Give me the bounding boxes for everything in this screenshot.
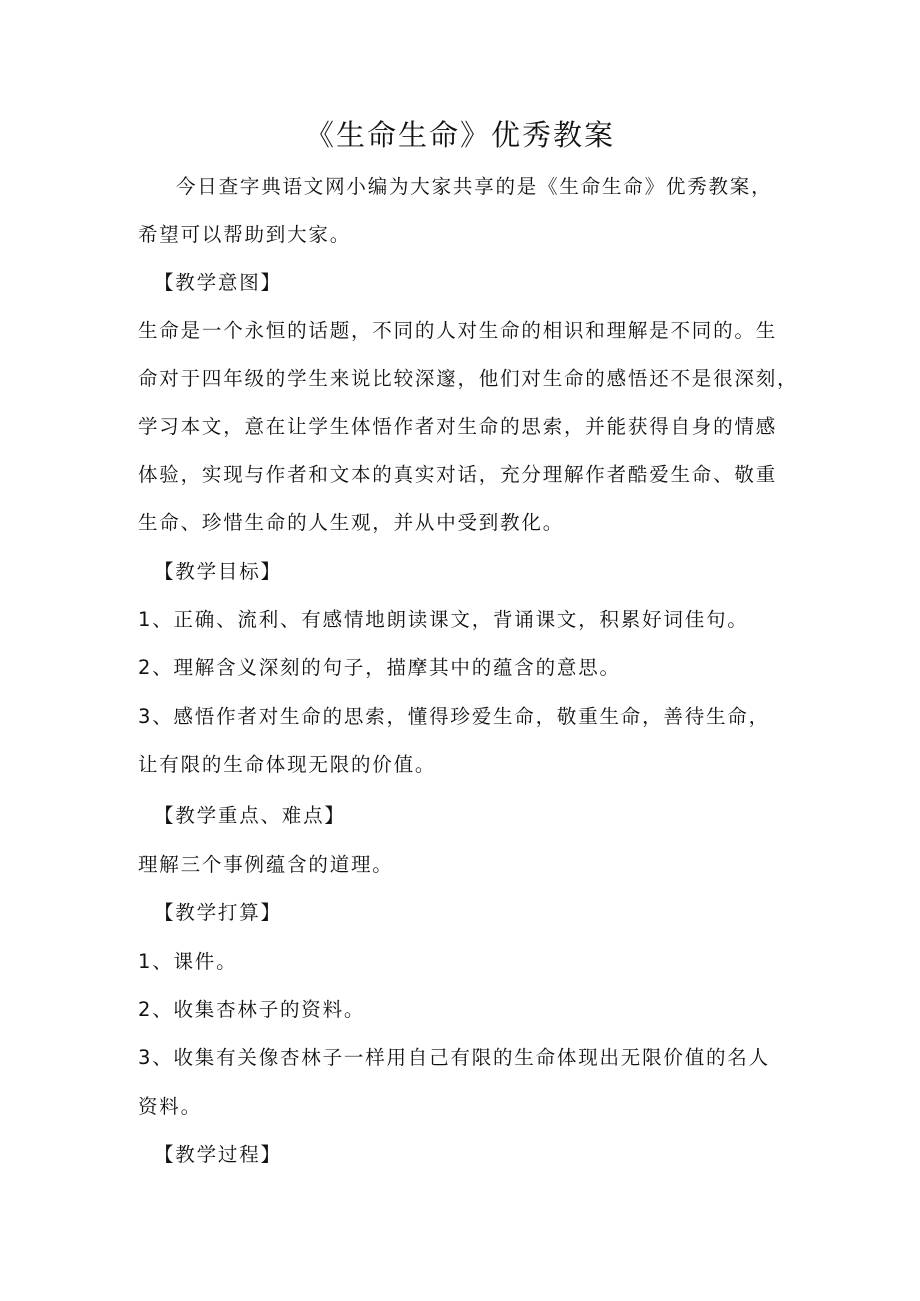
- section-heading-goals: 【教学目标】: [154, 560, 282, 583]
- intent-line-4: 体验，实现与作者和文本的真实对话，充分理解作者酷爱生命、敬重: [138, 463, 778, 486]
- intent-line-1: 生命是一个永恒的话题，不同的人对生命的相识和理解是不同的。生: [138, 319, 778, 342]
- goals-line-1: 1、正确、流利、有感情地朗读课文，背诵课文，积累好词佳句。: [138, 608, 749, 631]
- preparation-line-3: 3、收集有关像杏林子一样用自己有限的生命体现出无限价值的名人: [138, 1046, 770, 1069]
- section-heading-key-points: 【教学重点、难点】: [154, 804, 346, 827]
- preparation-line-4: 资料。: [138, 1095, 202, 1118]
- goals-line-3: 3、感悟作者对生命的思索，懂得珍爱生命，敬重生命，善待生命，: [138, 705, 770, 728]
- intro-line-1: 今日查字典语文网小编为大家共享的是《生命生命》优秀教案，: [176, 175, 773, 198]
- intro-line-2: 希望可以帮助到大家。: [138, 223, 352, 246]
- section-heading-process: 【教学过程】: [154, 1143, 282, 1166]
- intent-line-5: 生命、珍惜生命的人生观，并从中受到教化。: [138, 511, 565, 534]
- preparation-line-1: 1、课件。: [138, 950, 238, 973]
- page-title: 《生命生命》优秀教案: [304, 118, 615, 152]
- section-heading-preparation: 【教学打算】: [154, 901, 282, 924]
- goals-line-2: 2、理解含义深刻的句子，描摩其中的蕴含的意思。: [138, 656, 621, 679]
- goals-line-4: 让有限的生命体现无限的价值。: [138, 753, 437, 776]
- section-heading-intent: 【教学意图】: [154, 271, 282, 294]
- intent-line-2: 命对于四年级的学生来说比较深邃，他们对生命的感悟还不是很深刻，: [138, 367, 799, 390]
- preparation-line-2: 2、收集杏林子的资料。: [138, 998, 366, 1021]
- intent-line-3: 学习本文，意在让学生体悟作者对生命的思索，并能获得自身的情感: [138, 415, 778, 438]
- key-points-line-1: 理解三个事例蕴含的道理。: [138, 853, 394, 876]
